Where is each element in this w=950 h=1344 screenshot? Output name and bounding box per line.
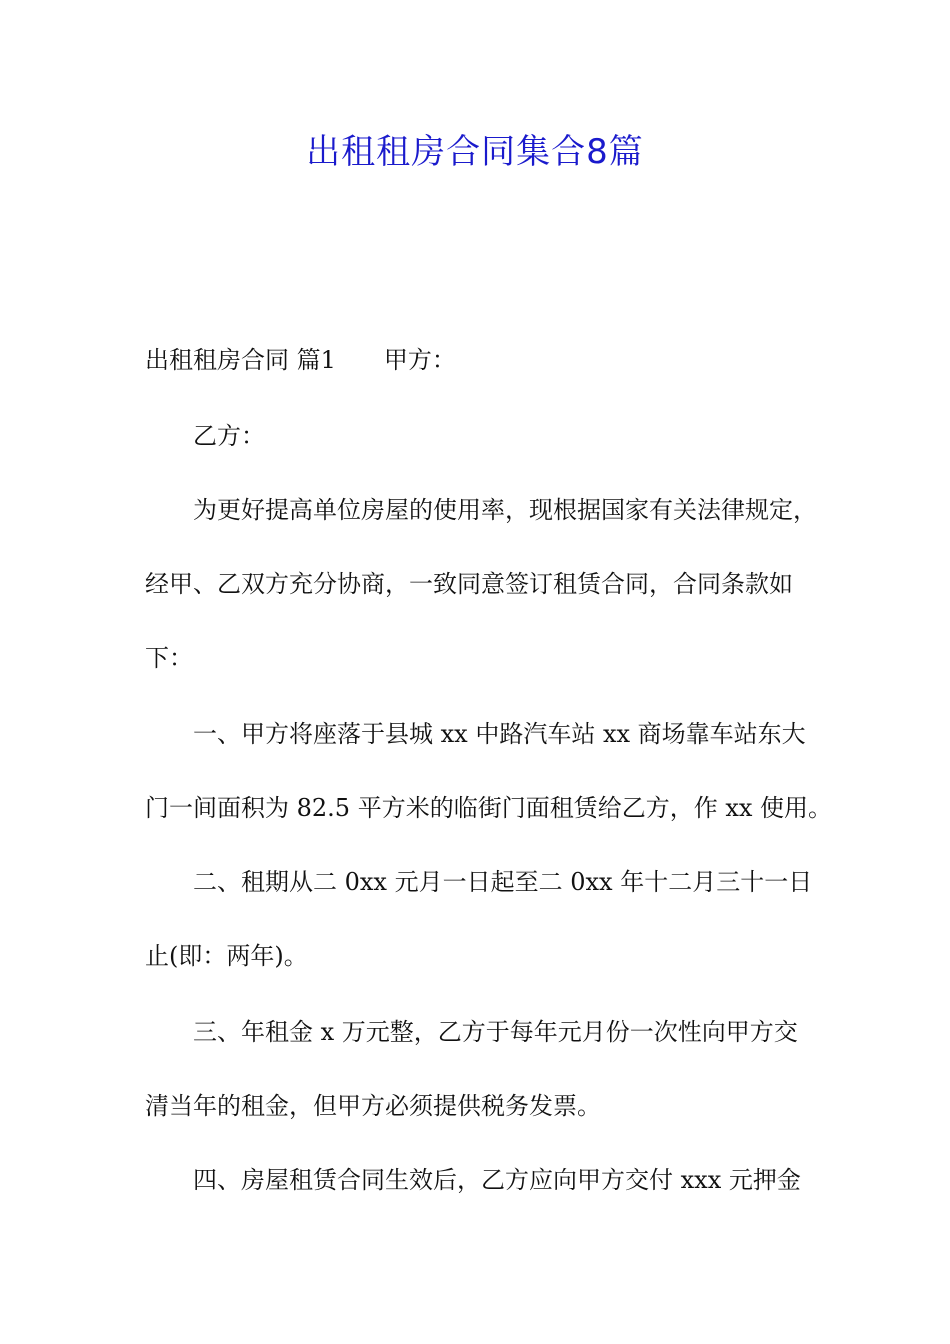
section-label: 出租租房合同 篇1 [145, 346, 336, 374]
paragraph-line: 乙方： [193, 422, 265, 450]
paragraph-line: 为更好提高单位房屋的使用率，现根据国家有关法律规定， [193, 496, 817, 524]
paragraph-line: 清当年的租金，但甲方必须提供税务发票。 [145, 1092, 601, 1120]
paragraph-line: 一、甲方将座落于县城 xx 中路汽车站 xx 商场靠车站东大 [193, 720, 806, 748]
paragraph-line: 二、租期从二 0xx 元月一日起至二 0xx 年十二月三十一日 [193, 868, 813, 896]
paragraph-line: 门一间面积为 82.5 平方米的临街门面租赁给乙方，作 xx 使用。 [145, 794, 833, 822]
paragraph-line: 三、年租金 x 万元整，乙方于每年元月份一次性向甲方交 [193, 1018, 798, 1046]
section-heading [145, 342, 825, 378]
paragraph-line: 四、房屋租赁合同生效后，乙方应向甲方交付 xxx 元押金 [193, 1166, 801, 1194]
party-a-label: 甲方： [383, 346, 456, 374]
document-title: 出租租房合同集合8篇 [306, 132, 644, 172]
paragraph-line: 经甲、乙双方充分协商，一致同意签订租赁合同，合同条款如 [145, 570, 793, 598]
paragraph-line: 止(即：两年)。 [145, 942, 308, 970]
paragraph-line: 下： [145, 644, 193, 672]
